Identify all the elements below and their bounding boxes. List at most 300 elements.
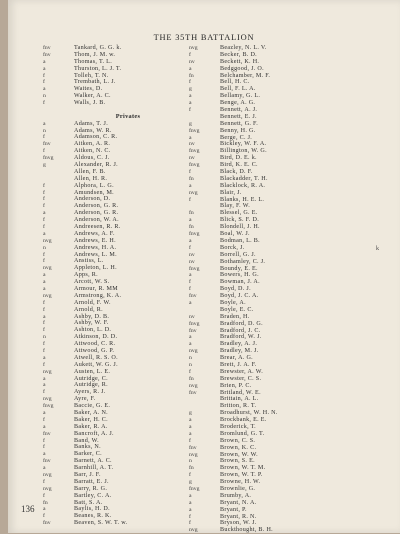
soldier-name: Baccie, G. E. <box>74 403 111 410</box>
soldier-name: Blacklock, R. A. <box>220 182 266 189</box>
service-code: n <box>43 127 46 134</box>
roll-entry <box>43 59 213 66</box>
service-code: f <box>189 107 191 114</box>
service-code: a <box>189 334 192 341</box>
soldier-name: Allen, F. B. <box>74 168 106 175</box>
roll-entry <box>189 307 389 314</box>
service-code: f <box>43 492 45 499</box>
roll-entry <box>43 320 213 327</box>
roll-entry <box>189 300 389 307</box>
section-heading-label: Privates <box>115 113 141 121</box>
soldier-name: Bryant, P. <box>220 506 247 513</box>
soldier-name: Autridge, C. <box>74 375 108 382</box>
roll-entry <box>189 259 389 266</box>
soldier-name: Baker, R. A. <box>74 423 108 430</box>
roll-entry <box>43 45 213 52</box>
service-code: a <box>189 93 192 100</box>
service-code: f <box>43 437 45 444</box>
roll-entry <box>189 362 389 369</box>
roll-entry <box>43 444 213 451</box>
soldier-name: Ayre, F. <box>74 396 96 403</box>
service-code: g <box>189 479 192 486</box>
service-code: nv <box>189 313 195 320</box>
soldier-name: Andrews, A. F. <box>74 230 115 237</box>
roll-entry <box>189 390 389 397</box>
soldier-name: Adams, W. R. <box>74 127 112 134</box>
service-code: fnvg <box>43 155 54 162</box>
service-code: fn <box>189 224 194 231</box>
service-code: nvg <box>43 485 52 492</box>
page-title: THE 35TH BATTALION <box>153 33 255 42</box>
roll-entry <box>189 148 389 155</box>
roll-entry <box>43 472 213 479</box>
roll-entry <box>43 500 213 507</box>
roll-entry <box>43 52 213 59</box>
roll-entry <box>189 328 389 335</box>
service-code: fnvg <box>189 148 200 155</box>
roll-entry <box>43 300 213 307</box>
service-code: fnv <box>189 327 197 334</box>
roll-entry <box>189 66 389 73</box>
service-code: fnv <box>189 389 197 396</box>
service-code: fn <box>189 175 194 182</box>
service-code: g <box>189 86 192 93</box>
roll-entry <box>189 355 389 362</box>
soldier-name: Andrews, E. H. <box>74 237 116 244</box>
roll-entry <box>189 279 389 286</box>
service-code: fnv <box>43 45 51 51</box>
soldier-name: Blick, S. F. D. <box>220 217 260 224</box>
roll-entry <box>189 217 389 224</box>
service-code: g <box>189 410 192 417</box>
service-code: a <box>189 417 192 424</box>
roll-entry <box>43 417 213 424</box>
service-code: a <box>43 375 46 382</box>
roll-entry <box>43 148 213 155</box>
roll-entry <box>43 258 213 265</box>
roll-entry <box>189 286 389 293</box>
roll-entry <box>43 128 213 135</box>
soldier-name: Brown, W. T. P. <box>220 472 263 479</box>
roll-entry <box>43 79 213 86</box>
roll-entry <box>43 341 213 348</box>
soldier-name: Aitken, A. R. <box>74 141 111 148</box>
soldier-name: Buckthought, B. H. <box>220 527 273 534</box>
soldier-name: Trembath, L. J. <box>74 79 116 86</box>
soldier-name: Brittain, A. L. <box>220 396 259 403</box>
service-code: f <box>43 203 45 210</box>
roll-entry <box>43 190 213 197</box>
service-code: nvg <box>189 45 198 51</box>
soldier-name: Atkinson, D. D. <box>74 334 118 341</box>
soldier-name: Adamson, C. R. <box>74 134 118 141</box>
roll-entry <box>189 121 389 128</box>
service-code: f <box>189 520 191 527</box>
soldier-name: Brownlie, G. <box>220 486 256 492</box>
roll-entry <box>43 314 213 321</box>
service-code: a <box>43 58 46 65</box>
service-code: a <box>43 86 46 93</box>
soldier-name: Bowman, J. A. <box>220 279 260 286</box>
roll-entry <box>43 231 213 238</box>
roll-entry <box>43 93 213 100</box>
service-code: a <box>189 299 192 306</box>
service-code: a <box>189 423 192 430</box>
service-code: nv <box>189 258 195 265</box>
roll-entry <box>189 293 389 300</box>
roll-entry <box>189 79 389 86</box>
roll-entry <box>189 266 389 273</box>
soldier-name: Armstrong, K. A. <box>74 292 122 299</box>
roll-entry <box>189 107 389 114</box>
soldier-name: Bryant, R. N. <box>220 513 257 520</box>
soldier-name: Baker, H. C. <box>74 416 108 423</box>
service-code: nvg <box>189 348 198 355</box>
roll-entry <box>43 458 213 465</box>
soldier-name: Bennett, E. J. <box>220 113 257 120</box>
soldier-name: Brown, W. W. <box>220 451 258 458</box>
service-code: nv <box>189 155 195 162</box>
soldier-name: Britton, R. T. <box>220 403 257 410</box>
service-code: a <box>43 423 46 430</box>
soldier-name: Brewster, C. S. <box>220 375 262 382</box>
service-code: f <box>43 100 45 107</box>
soldier-name: Barker, C. <box>74 451 102 458</box>
roll-entry <box>189 520 389 527</box>
service-code: a <box>189 182 192 189</box>
roll-entry <box>43 272 213 279</box>
soldier-name: Brett, J. A. F. <box>220 361 257 368</box>
service-code: nvg <box>189 382 198 389</box>
service-code: a <box>43 65 46 72</box>
roll-entry <box>189 445 389 452</box>
soldier-name: Arcott, W. S. <box>74 279 110 286</box>
service-code: f <box>43 189 45 196</box>
service-code: f <box>43 320 45 327</box>
soldier-name: Apps, R. <box>74 272 98 279</box>
roll-entry <box>189 396 389 403</box>
roll-entry <box>43 238 213 245</box>
service-code: f <box>43 348 45 354</box>
roll-entry <box>189 245 389 252</box>
service-code: f <box>43 444 45 451</box>
service-code: fnvg <box>189 127 200 134</box>
roll-entry <box>43 141 213 148</box>
soldier-name: Ashton, L. D. <box>74 327 112 334</box>
roll-entry <box>43 66 213 73</box>
soldier-name: Bird, D. E. k. <box>220 155 257 162</box>
service-code: nvg <box>189 451 198 458</box>
soldier-name: Beanes, R. K. <box>74 513 112 520</box>
soldier-name: Beckett, K. H. <box>220 58 260 65</box>
service-code: a <box>43 285 46 292</box>
soldier-name: Bothamley, C. J. <box>220 258 266 265</box>
service-code: fnvg <box>189 486 200 492</box>
service-code: fn <box>189 465 194 472</box>
service-code: nvg <box>43 237 52 244</box>
soldier-name: Barnhill, A. T. <box>74 465 114 472</box>
soldier-name: Appleton, L. H. <box>74 265 117 272</box>
service-code: fnv <box>43 458 51 465</box>
soldier-name: Bell, F. L. A. <box>220 86 256 93</box>
service-code: fnvg <box>43 403 54 410</box>
roll-entry <box>43 513 213 520</box>
page-number: 136 <box>21 504 35 514</box>
service-code: a <box>189 134 192 141</box>
roll-entry <box>189 465 389 472</box>
roll-entry <box>189 348 389 355</box>
soldier-name: Baylis, H. D. <box>74 506 110 513</box>
soldier-name: Blanks, H. E. L. <box>220 196 265 203</box>
roll-entry <box>43 293 213 300</box>
soldier-name: Belchamber, M. F. <box>220 72 271 79</box>
soldier-name: Amundsen, M. <box>74 189 114 196</box>
soldier-name: Barr, J. F. <box>74 472 101 479</box>
service-code: f <box>189 79 191 86</box>
roll-entry <box>189 114 389 121</box>
service-code: nvg <box>43 292 52 299</box>
service-code: a <box>43 382 46 389</box>
soldier-name: Brown, K. C. <box>220 444 257 451</box>
section-heading <box>43 112 213 121</box>
soldier-name: Boyd, D. J. <box>220 286 251 293</box>
service-code: n <box>189 458 192 465</box>
soldier-name: Blackadder, T. H. <box>220 175 268 182</box>
roll-entry <box>43 286 213 293</box>
soldier-name: Boyd, J. C. A. <box>220 293 259 300</box>
service-code: f <box>43 251 45 258</box>
soldier-name: Atwell, R. S. O. <box>74 354 118 361</box>
soldier-name: Attwood, C. R. <box>74 341 116 348</box>
service-code: a <box>189 237 192 244</box>
soldier-name: Aitken, N. C. <box>74 148 111 155</box>
roll-entry <box>189 431 389 438</box>
soldier-name: Bell, H. C. <box>220 79 250 86</box>
roll-entry <box>43 382 213 389</box>
service-code: a <box>43 272 46 279</box>
service-code: fn <box>189 72 194 79</box>
roll-entry <box>43 100 213 107</box>
service-code: fn <box>189 375 194 382</box>
service-code: f <box>43 306 45 313</box>
soldier-name: Tolleh, T. N. <box>74 72 109 79</box>
soldier-name: Bryant, N. A. <box>220 499 257 506</box>
service-code: a <box>189 499 192 506</box>
soldier-name: Ashby, D. B. <box>74 313 110 320</box>
roll-entry <box>43 169 213 176</box>
service-code: a <box>189 272 192 279</box>
soldier-name: Bickley, W. F. A. <box>220 141 267 148</box>
roll-entry <box>189 493 389 500</box>
soldier-name: Beazley, N. L. V. <box>220 45 267 51</box>
soldier-name: Thurston, L. J. T. <box>74 65 122 72</box>
soldier-name: Andreesen, R. R. <box>74 223 121 230</box>
soldier-name: Billington, W. G. <box>220 148 267 155</box>
service-code: nv <box>189 251 195 258</box>
soldier-name: Brien, P. C. <box>220 382 252 389</box>
roll-entry <box>43 486 213 493</box>
roll-entry <box>189 141 389 148</box>
roll-entry <box>43 520 213 527</box>
roll-entry <box>43 410 213 417</box>
soldier-name: Anderson, G. R. <box>74 210 119 217</box>
roll-entry <box>43 176 213 183</box>
soldier-name: Allen, H. R. <box>74 175 108 182</box>
roll-entry <box>189 252 389 259</box>
soldier-name: Brumby, A. <box>220 492 252 499</box>
service-code: f <box>43 327 45 334</box>
service-code: a <box>189 430 192 437</box>
soldier-name: Adams, T. J. <box>74 120 109 127</box>
soldier-name: Bryson, W. J. <box>220 520 257 527</box>
service-code: f <box>43 223 45 230</box>
service-code: nvg <box>43 368 52 375</box>
roll-entry <box>189 369 389 376</box>
soldier-name: Brewster, A. W. <box>220 368 264 375</box>
roll-entry <box>43 369 213 376</box>
service-code: f <box>43 361 45 368</box>
roll-entry <box>189 452 389 459</box>
service-code: f <box>189 368 191 375</box>
service-code: a <box>189 65 192 72</box>
service-code: nvg <box>189 527 198 534</box>
roll-entry <box>189 93 389 100</box>
roll-entry <box>43 279 213 286</box>
soldier-name: Borck, J. <box>220 244 245 251</box>
soldier-name: Brockbank, E. E. <box>220 417 267 424</box>
roll-entry <box>43 121 213 128</box>
roll-entry <box>189 183 389 190</box>
roll-entry <box>43 252 213 259</box>
roll-entry <box>43 348 213 355</box>
service-code: f <box>189 279 191 286</box>
soldier-name: Bradford, D. G. <box>220 320 263 327</box>
soldier-name: Bartley, C. A. <box>74 492 112 499</box>
roll-entry <box>189 100 389 107</box>
service-code: a <box>43 354 46 361</box>
soldier-name: Berge, C. J. <box>220 134 253 141</box>
soldier-name: Walker, A. C. <box>74 93 111 100</box>
roll-entry <box>43 134 213 141</box>
soldier-name: Anderson, D. <box>74 196 111 203</box>
roll-entry <box>43 307 213 314</box>
soldier-name: Austen, L. E. <box>74 368 111 375</box>
service-code: nv <box>189 58 195 65</box>
service-code: fnvg <box>189 162 200 169</box>
service-code: nv <box>189 141 195 148</box>
roll-entry <box>43 86 213 93</box>
left-name-column <box>43 45 213 527</box>
service-code: n <box>43 93 46 100</box>
soldier-name: Ashby, W. F. <box>74 320 109 327</box>
service-code: f <box>189 51 191 58</box>
service-code: f <box>189 169 191 176</box>
service-code: n <box>189 361 192 368</box>
service-code: a <box>189 506 192 513</box>
soldier-name: Boundy, E. E. <box>220 265 258 272</box>
soldier-name: Banks, N. <box>74 444 101 451</box>
soldier-name: Band, W. <box>74 437 99 444</box>
service-code: f <box>43 341 45 348</box>
soldier-name: Bromlund, G. T. <box>220 430 265 437</box>
soldier-name: Baker, A. N. <box>74 410 108 417</box>
roll-entry <box>189 190 389 197</box>
service-code: f <box>43 389 45 396</box>
service-code: f <box>189 196 191 203</box>
roll-entry <box>189 73 389 80</box>
roll-entry <box>189 135 389 142</box>
service-code: f <box>43 416 45 423</box>
service-code: fnv <box>43 520 51 527</box>
roll-entry <box>43 396 213 403</box>
soldier-name: Boyle, E. C. <box>220 306 254 313</box>
soldier-name: Thom, J. M. w. <box>74 51 116 58</box>
roll-entry <box>43 203 213 210</box>
soldier-name: Brown, W. T. M. <box>220 465 266 472</box>
soldier-name: Autridge, R. <box>74 382 108 389</box>
soldier-name: Benny, H. G. <box>220 127 256 134</box>
soldier-name: Bradley, M. J. <box>220 348 259 355</box>
service-code: f <box>43 217 45 224</box>
service-code: nvg <box>43 265 52 272</box>
service-code: f <box>43 182 45 189</box>
service-code: nvg <box>43 472 52 479</box>
service-code: f <box>43 196 45 203</box>
roll-entry <box>43 493 213 500</box>
soldier-name: Broadhurst, W. H. N. <box>220 410 278 417</box>
service-code: a <box>43 465 46 472</box>
service-code: f <box>43 79 45 86</box>
soldier-name: Attwood, G. P. <box>74 348 115 354</box>
roll-entry <box>189 514 389 521</box>
roll-entry <box>43 245 213 252</box>
soldier-name: Bennett, A. J. <box>220 107 258 114</box>
soldier-name: Bradford, J. C. <box>220 327 261 334</box>
soldier-name: Boal, W. J. <box>220 231 250 238</box>
roll-entry <box>189 403 389 410</box>
soldier-name: Anderson, W. A. <box>74 217 119 224</box>
soldier-name: Bowers, H. G. <box>220 272 259 279</box>
service-code: f <box>43 148 45 155</box>
service-code: a <box>43 279 46 286</box>
service-code: f <box>189 286 191 293</box>
roll-entry <box>189 410 389 417</box>
service-code: a <box>189 341 192 348</box>
soldier-name: Brown, S. E. <box>220 458 255 465</box>
roll-entry <box>43 265 213 272</box>
roll-entry <box>189 224 389 231</box>
service-code: f <box>43 134 45 141</box>
soldier-name: Braden, H. <box>220 313 250 320</box>
roll-entry <box>189 128 389 135</box>
soldier-name: Browne, H. W. <box>220 479 261 486</box>
soldier-name: Brown, C. S. <box>220 437 256 444</box>
roll-entry <box>189 197 389 204</box>
roll-entry <box>43 73 213 80</box>
soldier-name: Ayers, R. J. <box>74 389 106 396</box>
soldier-name: Batt, S. A. <box>74 499 103 506</box>
soldier-name: Walls, J. B. <box>74 100 106 107</box>
soldier-name: Bellamy, G. L. <box>220 93 261 100</box>
soldier-name: Barnett, A. C. <box>74 458 112 465</box>
service-code: f <box>189 472 191 479</box>
roll-entry <box>189 314 389 321</box>
soldier-name: Armour, R. MM <box>74 285 118 292</box>
soldier-name: Bird, K. E. C. <box>220 162 258 169</box>
soldier-name: Blair, J. <box>220 189 242 196</box>
soldier-name: Becker, B. D. <box>220 51 257 58</box>
roll-entry <box>43 224 213 231</box>
